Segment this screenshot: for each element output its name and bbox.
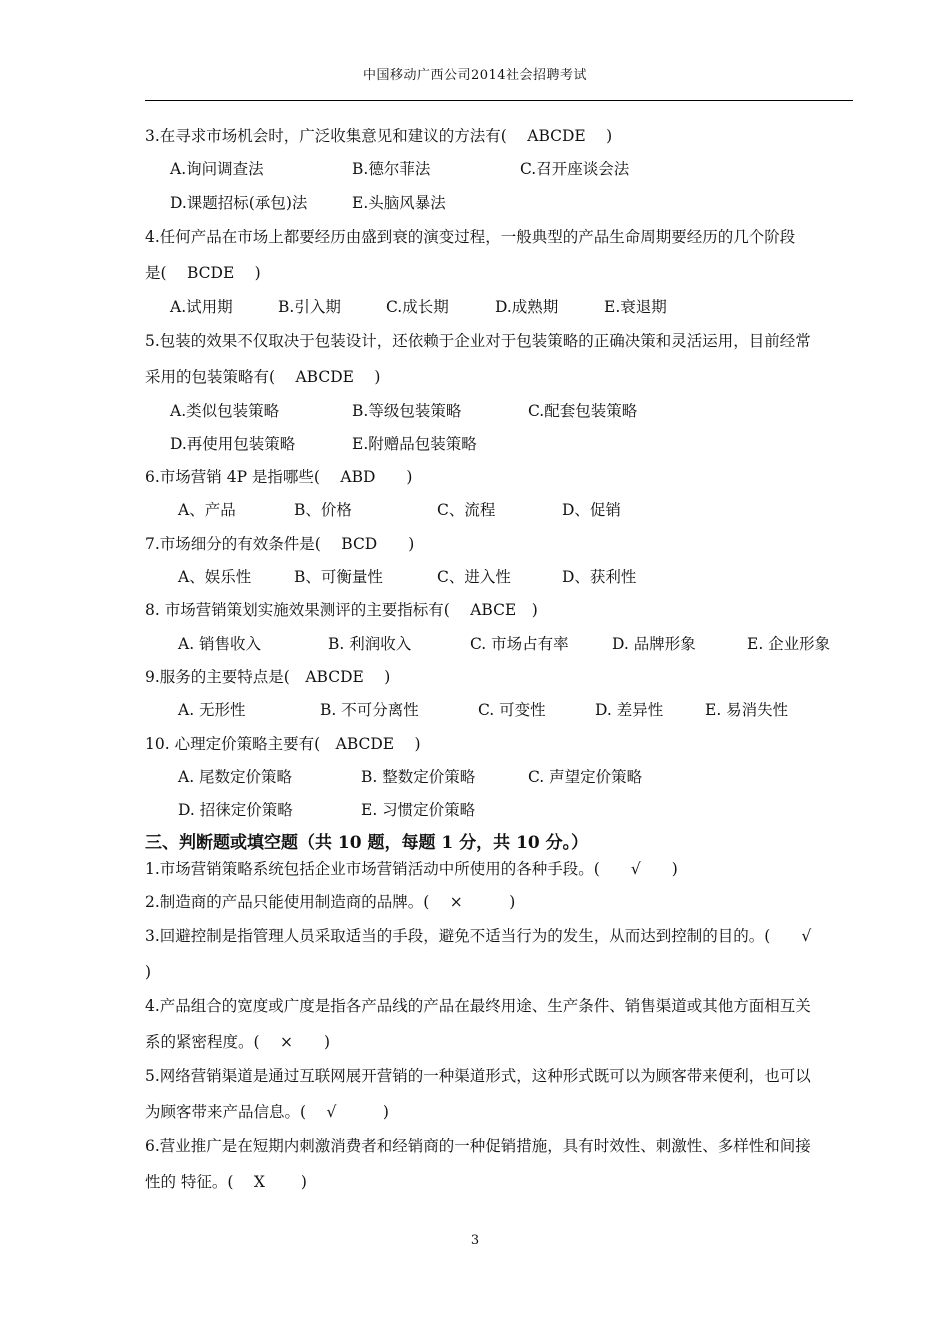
q4-option-d: D.成熟期 xyxy=(495,298,559,316)
q8-option-a: A. 销售收入 xyxy=(178,635,262,653)
q5-option-c: C.配套包装策略 xyxy=(528,402,638,420)
q7-option-d: D、获利性 xyxy=(562,568,637,586)
q7-option-b: B、可衡量性 xyxy=(294,568,383,586)
q8-option-e: E. 企业形象 xyxy=(747,635,831,653)
q4-option-a: A.试用期 xyxy=(170,298,233,316)
q4-option-c: C.成长期 xyxy=(386,298,449,316)
q10-option-d: D. 招徕定价策略 xyxy=(178,801,293,819)
question-5-line-2: 采用的包装策略有( ABCDE ) xyxy=(145,368,381,386)
q8-option-b: B. 利润收入 xyxy=(328,635,412,653)
judgement-4-line-2: 系的紧密程度。( × ) xyxy=(145,1033,331,1051)
question-10: 10. 心理定价策略主要有( ABCDE ) xyxy=(145,735,421,753)
q10-option-e: E. 习惯定价策略 xyxy=(361,801,476,819)
q5-option-a: A.类似包装策略 xyxy=(170,402,280,420)
judgement-5-line-2: 为顾客带来产品信息。( √ ) xyxy=(145,1103,389,1121)
q9-option-b: B. 不可分离性 xyxy=(320,701,419,719)
header-rule xyxy=(145,100,853,101)
question-4-line-2: 是( BCDE ) xyxy=(145,264,261,282)
q5-option-d: D.再使用包装策略 xyxy=(170,435,296,453)
judgement-4-line-1: 4.产品组合的宽度或广度是指各产品线的产品在最终用途、生产条件、销售渠道或其他方面相互关 xyxy=(145,997,811,1015)
q3-option-c: C.召开座谈会法 xyxy=(520,160,630,178)
q10-option-a: A. 尾数定价策略 xyxy=(178,768,293,786)
question-9: 9.服务的主要特点是( ABCDE ) xyxy=(145,668,391,686)
question-8: 8. 市场营销策划实施效果测评的主要指标有( ABCE ) xyxy=(145,601,538,619)
q10-option-b: B. 整数定价策略 xyxy=(361,768,476,786)
q3-option-a: A.询问调查法 xyxy=(170,160,264,178)
q3-option-d: D.课题招标(承包)法 xyxy=(170,194,308,212)
q3-option-b: B.德尔菲法 xyxy=(352,160,431,178)
q9-option-e: E. 易消失性 xyxy=(705,701,789,719)
judgement-5-line-1: 5.网络营销渠道是通过互联网展开营销的一种渠道形式，这种形式既可以为顾客带来便利，也可以 xyxy=(145,1067,811,1085)
q4-option-e: E.衰退期 xyxy=(604,298,667,316)
page-header: 中国移动广西公司2014社会招聘考试 xyxy=(362,68,588,83)
q6-option-d: D、促销 xyxy=(562,501,621,519)
q5-option-e: E.附赠品包装策略 xyxy=(352,435,477,453)
q9-option-a: A. 无形性 xyxy=(178,701,246,719)
question-5-line-1: 5.包装的效果不仅取决于包装设计，还依赖于企业对于包装策略的正确决策和灵活运用，目前经常 xyxy=(145,332,811,350)
q4-option-b: B.引入期 xyxy=(278,298,341,316)
judgement-2: 2.制造商的产品只能使用制造商的品牌。( × ) xyxy=(145,893,516,911)
question-6: 6.市场营销 4P 是指哪些( ABD ) xyxy=(145,468,413,486)
q10-option-c: C. 声望定价策略 xyxy=(528,768,643,786)
judgement-6-line-2: 性的 特征。( X ) xyxy=(145,1173,307,1191)
q7-option-a: A、娱乐性 xyxy=(178,568,252,586)
q9-option-d: D. 差异性 xyxy=(595,701,664,719)
judgement-1: 1.市场营销策略系统包括企业市场营销活动中所使用的各种手段。( √ ) xyxy=(145,860,678,878)
q6-option-b: B、价格 xyxy=(294,501,352,519)
page-number: 3 xyxy=(470,1233,480,1248)
judgement-3-line-2: ) xyxy=(145,963,152,981)
q8-option-d: D. 品牌形象 xyxy=(612,635,696,653)
question-3: 3.在寻求市场机会时，广泛收集意见和建议的方法有( ABCDE ) xyxy=(145,127,613,145)
q8-option-c: C. 市场占有率 xyxy=(470,635,569,653)
q3-option-e: E.头脑风暴法 xyxy=(352,194,446,212)
judgement-6-line-1: 6.营业推广是在短期内刺激消费者和经销商的一种促销措施，具有时效性、刺激性、多样性和间接 xyxy=(145,1137,811,1155)
judgement-3-line-1: 3.回避控制是指管理人员采取适当的手段，避免不适当行为的发生，从而达到控制的目的。( √ xyxy=(145,927,812,945)
question-7: 7.市场细分的有效条件是( BCD ) xyxy=(145,535,415,553)
question-4-line-1: 4.任何产品在市场上都要经历由盛到衰的演变过程，一般典型的产品生命周期要经历的几个阶段 xyxy=(145,228,796,246)
section-3-title: 三、判断题或填空题（共 10 题，每题 1 分，共 10 分。） xyxy=(145,833,589,853)
q9-option-c: C. 可变性 xyxy=(478,701,546,719)
q6-option-c: C、流程 xyxy=(437,501,496,519)
q5-option-b: B.等级包装策略 xyxy=(352,402,462,420)
q7-option-c: C、进入性 xyxy=(437,568,511,586)
q6-option-a: A、产品 xyxy=(178,501,236,519)
